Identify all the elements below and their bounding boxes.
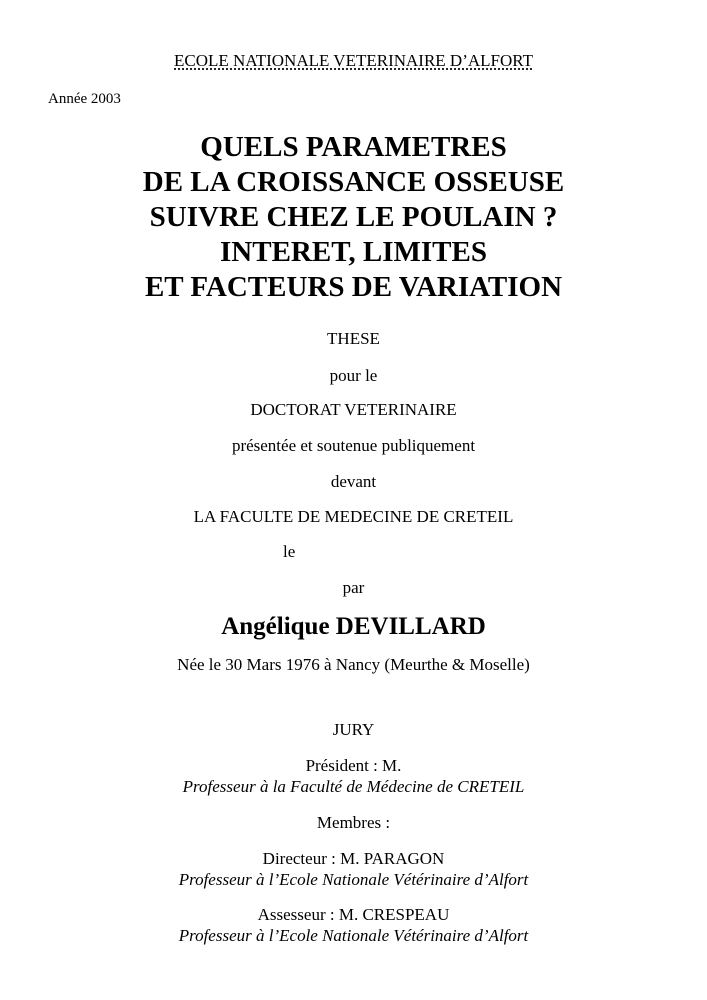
title-line: DE LA CROISSANCE OSSEUSE (142, 166, 565, 198)
thesis-date-le: le (283, 542, 296, 561)
thesis-type: THESE (327, 329, 380, 348)
jury-members-heading: Membres : (316, 813, 391, 832)
thesis-devant: devant (330, 472, 377, 491)
jury-president: Président : M. (305, 756, 402, 775)
jury-director-title: Professeur à l’Ecole Nationale Vétérinaire d’Alfort (178, 870, 529, 889)
jury-president-title: Professeur à la Faculté de Médecine de CRETEIL (182, 777, 525, 796)
year-label: Année 2003 (48, 91, 121, 107)
thesis-faculty: LA FACULTE DE MEDECINE DE CRETEIL (193, 507, 514, 526)
jury-director: Directeur : M. PARAGON (262, 849, 445, 868)
jury-heading: JURY (332, 720, 375, 739)
author-name: Angélique DEVILLARD (221, 613, 486, 640)
author-birth: Née le 30 Mars 1976 à Nancy (Meurthe & Moselle) (177, 655, 530, 674)
jury-assessor: Assesseur : M. CRESPEAU (257, 905, 450, 924)
thesis-presented: présentée et soutenue publiquement (231, 436, 476, 455)
title-line: INTERET, LIMITES (220, 236, 487, 268)
thesis-title (0, 130, 707, 305)
jury-assessor-title: Professeur à l’Ecole Nationale Vétérinaire d’Alfort (178, 926, 529, 945)
title-line: SUIVRE CHEZ LE POULAIN ? (149, 201, 558, 233)
title-line: QUELS PARAMETRES (200, 131, 507, 163)
thesis-par: par (342, 578, 365, 597)
thesis-degree: DOCTORAT VETERINAIRE (250, 400, 457, 419)
title-line: ET FACTEURS DE VARIATION (144, 271, 563, 303)
thesis-pour: pour le (329, 366, 378, 385)
school-name: ECOLE NATIONALE VETERINAIRE D’ALFORT (174, 51, 533, 70)
